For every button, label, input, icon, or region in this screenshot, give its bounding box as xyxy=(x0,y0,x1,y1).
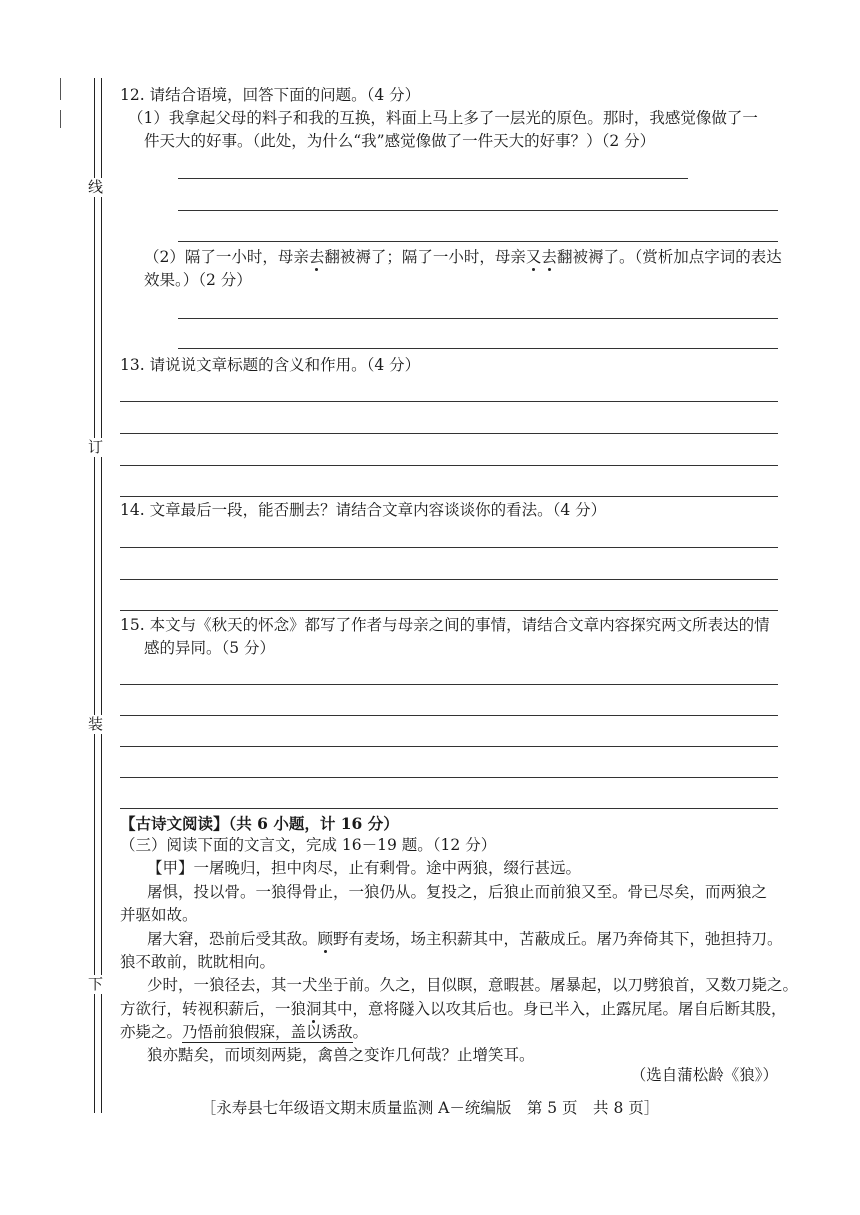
answer-line[interactable] xyxy=(120,610,778,611)
classical-p4-text-c4: 。 xyxy=(352,1023,369,1041)
answer-line[interactable] xyxy=(120,808,778,809)
binding-label-zhuang: 装 xyxy=(88,715,104,733)
binding-line-left xyxy=(94,78,95,1113)
q12-sub2-text-c: 翻被褥了。（赏析加点字词的表达 xyxy=(556,248,782,266)
emphasis-char-qu: 去 xyxy=(308,248,325,266)
q12-stem: 12. 请结合语境，回答下面的问题。（4 分） xyxy=(120,86,421,104)
q15-line2: 感的异同。（5 分） xyxy=(144,639,276,657)
classical-paragraph-5: 狼亦黠矣，而顷刻两毙，禽兽之变诈几何哉？止增笑耳。 xyxy=(147,1046,535,1064)
q15-line1: 15. 本文与《秋天的怀念》都写了作者与母亲之间的事情，请结合文章内容探究两文所表达的情 xyxy=(120,616,770,634)
answer-line[interactable] xyxy=(178,241,778,242)
answer-line[interactable] xyxy=(178,210,778,211)
answer-line[interactable] xyxy=(120,401,778,402)
underlined-sentence-2: 盖以诱敌 xyxy=(290,1023,353,1041)
classical-paragraph-2-line1: 屠惧，投以骨。一狼得骨止，一狼仍从。复投之，后狼止而前狼又至。骨已尽矣，而两狼之 xyxy=(147,883,768,901)
emphasis-char-gu: 顾 xyxy=(317,930,334,948)
emphasis-char-qu-2: 去 xyxy=(541,248,557,266)
classical-p3-text-b: 野有麦场，场主积薪其中，苫蔽成丘。屠乃奔倚其下，弛担持刀。 xyxy=(333,930,783,948)
classical-paragraph-3-line1 xyxy=(147,930,783,949)
q12-sub1-line2: 件天大的好事。（此处，为什么“我”感觉像做了一件天大的好事？）（2 分） xyxy=(144,132,656,150)
q12-sub2-line1 xyxy=(144,248,782,267)
classical-instruction: （三）阅读下面的文言文，完成 16－19 题。（12 分） xyxy=(120,836,497,854)
margin-tick xyxy=(60,110,61,128)
emphasis-char-dong: 洞 xyxy=(306,1000,322,1018)
answer-line[interactable] xyxy=(120,547,778,548)
answer-line[interactable] xyxy=(120,684,778,685)
classical-p3-text-a: 屠大窘，恐前后受其敌。 xyxy=(147,930,318,948)
q13-stem: 13. 请说说文章标题的含义和作用。（4 分） xyxy=(120,356,421,374)
binding-label-ding: 订 xyxy=(88,438,104,456)
emphasis-char-you: 又 xyxy=(525,248,542,266)
q12-sub2-text-a: （2）隔了一小时，母亲 xyxy=(144,248,309,266)
answer-line[interactable] xyxy=(120,496,778,497)
classical-section-title: 【古诗文阅读】（共 6 小题，计 16 分） xyxy=(120,814,399,833)
binding-line-right xyxy=(101,78,102,1113)
answer-line[interactable] xyxy=(178,178,688,179)
classical-paragraph-3-line2: 狼不敢前，眈眈相向。 xyxy=(120,953,276,971)
classical-paragraph-1: 【甲】一屠晚归，担中肉尽，止有剩骨。途中两狼，缀行甚远。 xyxy=(147,859,582,877)
classical-source: （选自蒲松龄《狼》） xyxy=(630,1066,778,1084)
classical-paragraph-2-line2: 并驱如故。 xyxy=(120,906,198,924)
answer-line[interactable] xyxy=(178,318,778,319)
classical-paragraph-4-line2 xyxy=(120,1000,787,1019)
answer-line[interactable] xyxy=(120,715,778,716)
q12-sub2-text-b: 翻被褥了；隔了一小时，母亲 xyxy=(324,248,526,266)
answer-line[interactable] xyxy=(120,777,778,778)
answer-line[interactable] xyxy=(178,348,778,349)
answer-line[interactable] xyxy=(120,465,778,466)
answer-line[interactable] xyxy=(120,746,778,747)
classical-p4-text-b2: 其中，意将隧入以攻其后也。身已半入，止露尻尾。屠自后断其股， xyxy=(321,1000,787,1018)
underlined-sentence-1: 乃悟前狼假寐， xyxy=(182,1023,291,1041)
margin-tick xyxy=(60,78,61,100)
classical-paragraph-4-line3 xyxy=(120,1023,368,1042)
answer-line[interactable] xyxy=(120,433,778,434)
binding-label-xian: 线 xyxy=(88,178,104,196)
page-footer: ［永寿县七年级语文期末质量监测 A－统编版 第 5 页 共 8 页］ xyxy=(200,1099,660,1117)
q12-sub1-line1: （1）我拿起父母的料子和我的互换，料面上马上多了一层光的原色。那时，我感觉像做了一 xyxy=(128,109,758,127)
q12-sub2-line2: 效果。）（2 分） xyxy=(144,271,252,289)
classical-paragraph-4-line1: 少时，一狼径去，其一犬坐于前。久之，目似瞑，意暇甚。屠暴起，以刀劈狼首，又数刀毙之。 xyxy=(147,976,799,994)
q14-stem: 14. 文章最后一段，能否删去？请结合文章内容谈谈你的看法。（4 分） xyxy=(120,501,607,519)
answer-line[interactable] xyxy=(120,579,778,580)
classical-p4-text-c1: 亦毙之。 xyxy=(120,1023,183,1041)
classical-p4-text-b1: 方欲行，转视积薪后，一狼 xyxy=(120,1000,307,1018)
binding-label-xia: 下 xyxy=(88,975,104,993)
